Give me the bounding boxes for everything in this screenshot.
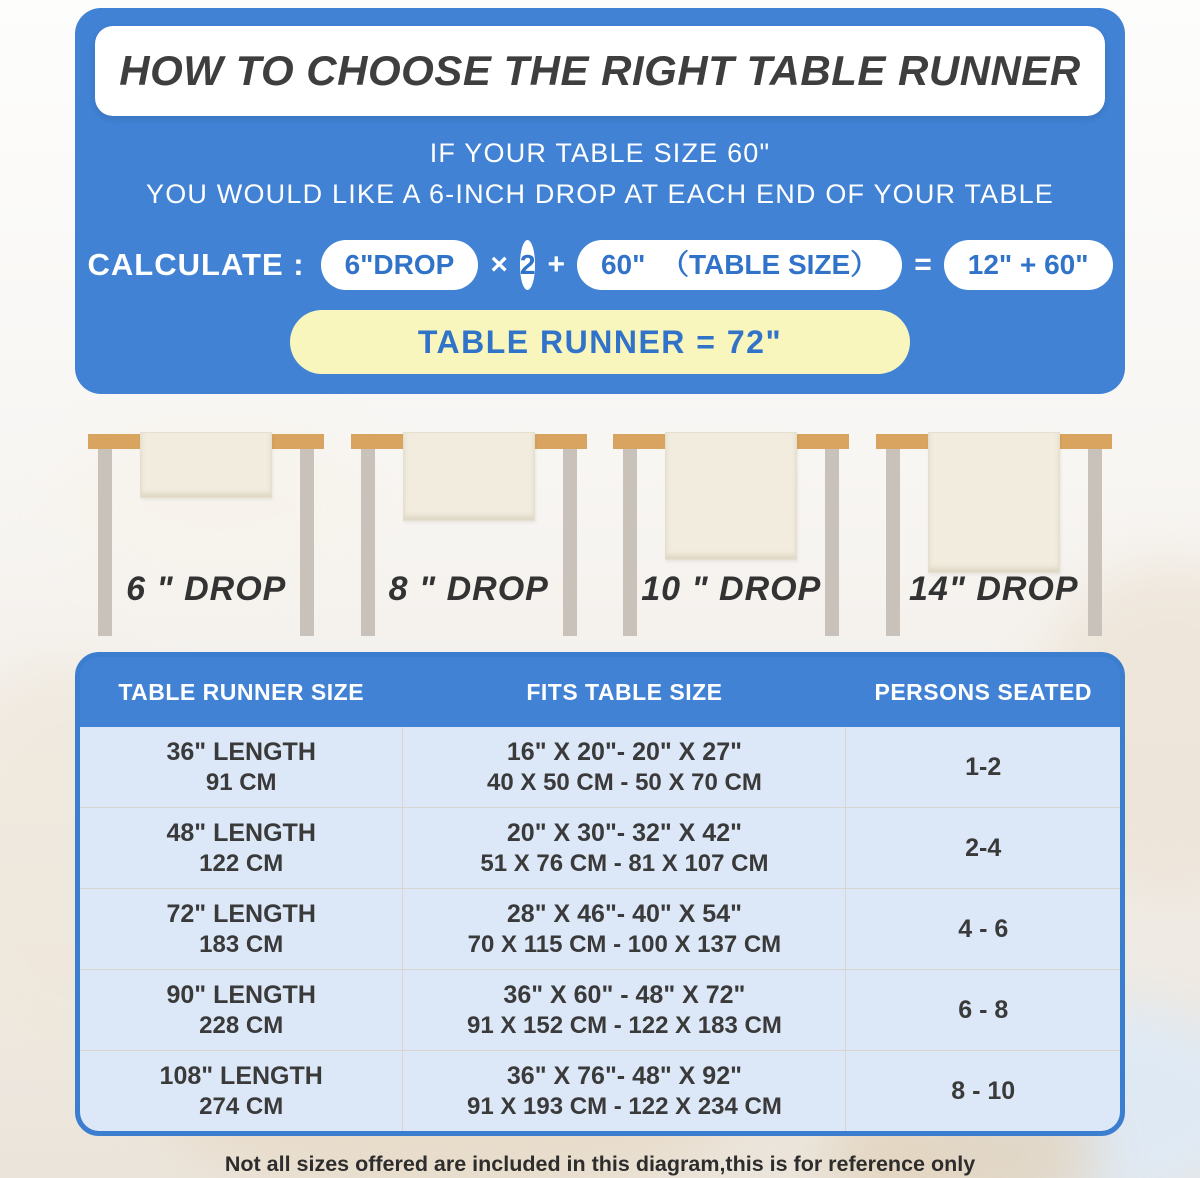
- fits-size-cm: 40 X 50 CM - 50 X 70 CM: [487, 768, 762, 796]
- calculation-row: [87, 240, 1105, 290]
- runner-length-cm: 228 CM: [199, 1011, 284, 1039]
- drop-value-pill: 6"DROP: [321, 240, 479, 290]
- persons-seated: 6 - 8: [958, 996, 1009, 1024]
- page-title: HOW TO CHOOSE THE RIGHT TABLE RUNNER: [119, 47, 1081, 94]
- runner-length-cm: 91 CM: [205, 768, 277, 796]
- fits-size-in: 20" X 30"- 32" X 42": [506, 818, 742, 847]
- runner-length-cm: 274 CM: [199, 1092, 284, 1120]
- disclaimer-note: Not all sizes offered are included in this diagram,this is for reference only: [224, 1152, 976, 1176]
- plus-operator: +: [547, 248, 565, 281]
- runner-length-in: 36" LENGTH: [166, 737, 316, 766]
- table-row: [80, 1050, 1120, 1131]
- runner-length-cm: 122 CM: [199, 849, 284, 877]
- runner-length-in: 48" LENGTH: [166, 818, 316, 847]
- hero-subtitle-line1: IF YOUR TABLE SIZE 60": [429, 138, 771, 168]
- column-header-fits-table-size: FITS TABLE SIZE: [526, 678, 723, 705]
- size-chart-header: [80, 657, 1120, 727]
- fits-size-cm: 91 X 152 CM - 122 X 183 CM: [467, 1011, 782, 1039]
- equals-operator: =: [914, 248, 932, 281]
- table-runner-cloth: [403, 432, 535, 521]
- runner-length-in: 72" LENGTH: [166, 899, 316, 928]
- result-text: TABLE RUNNER = 72": [417, 323, 783, 360]
- fits-size-cm: 70 X 115 CM - 100 X 137 CM: [467, 930, 782, 958]
- persons-seated: 4 - 6: [958, 915, 1009, 943]
- hero-subtitle-line2: YOU WOULD LIKE A 6-INCH DROP AT EACH END OF YOUR TABLE: [145, 179, 1054, 209]
- drop-label: 10 " DROP: [641, 570, 822, 608]
- title-box: [95, 26, 1105, 116]
- fits-size-in: 36" X 60" - 48" X 72": [503, 980, 746, 1009]
- runner-length-in: 108" LENGTH: [159, 1061, 323, 1090]
- column-header-runner-size: TABLE RUNNER SIZE: [118, 678, 365, 705]
- table-row: [80, 969, 1120, 1050]
- table-row: [80, 727, 1120, 807]
- persons-seated: 2-4: [965, 834, 1002, 862]
- persons-seated: 1-2: [965, 753, 1002, 781]
- table-runner-cloth: [665, 432, 797, 560]
- table-runner-cloth: [140, 432, 272, 498]
- runner-length-cm: 183 CM: [199, 930, 284, 958]
- size-chart-body: [80, 727, 1120, 1131]
- size-chart: [75, 652, 1125, 1136]
- table-row: [80, 807, 1120, 888]
- table-figure-14in-drop: [876, 434, 1112, 636]
- drop-diagrams: [75, 434, 1125, 636]
- table-figure-10in-drop: [613, 434, 849, 636]
- result-pill: [290, 310, 910, 374]
- multiplier-pill: 2: [520, 240, 536, 290]
- persons-seated: 8 - 10: [951, 1077, 1016, 1105]
- table-row: [80, 888, 1120, 969]
- calculate-label: CALCULATE :: [87, 247, 305, 282]
- fits-size-cm: 91 X 193 CM - 122 X 234 CM: [467, 1092, 782, 1120]
- fits-size-cm: 51 X 76 CM - 81 X 107 CM: [480, 849, 769, 877]
- drop-label: 14" DROP: [908, 570, 1079, 608]
- table-figure-8in-drop: [351, 434, 587, 636]
- multiply-operator: ×: [490, 248, 508, 281]
- table-size-pill: 60" （TABLE SIZE）: [577, 240, 902, 290]
- hero-card: [75, 8, 1125, 394]
- drop-label: 8 " DROP: [388, 570, 549, 608]
- table-runner-cloth: [928, 432, 1060, 573]
- runner-length-in: 90" LENGTH: [166, 980, 316, 1009]
- fits-size-in: 36" X 76"- 48" X 92": [506, 1061, 742, 1090]
- drop-label: 6 " DROP: [126, 570, 287, 608]
- column-header-persons-seated: PERSONS SEATED: [874, 678, 1092, 705]
- fits-size-in: 28" X 46"- 40" X 54": [506, 899, 742, 928]
- sum-pill: 12" + 60": [944, 240, 1113, 290]
- table-figure-6in-drop: [88, 434, 324, 636]
- fits-size-in: 16" X 20"- 20" X 27": [506, 737, 742, 766]
